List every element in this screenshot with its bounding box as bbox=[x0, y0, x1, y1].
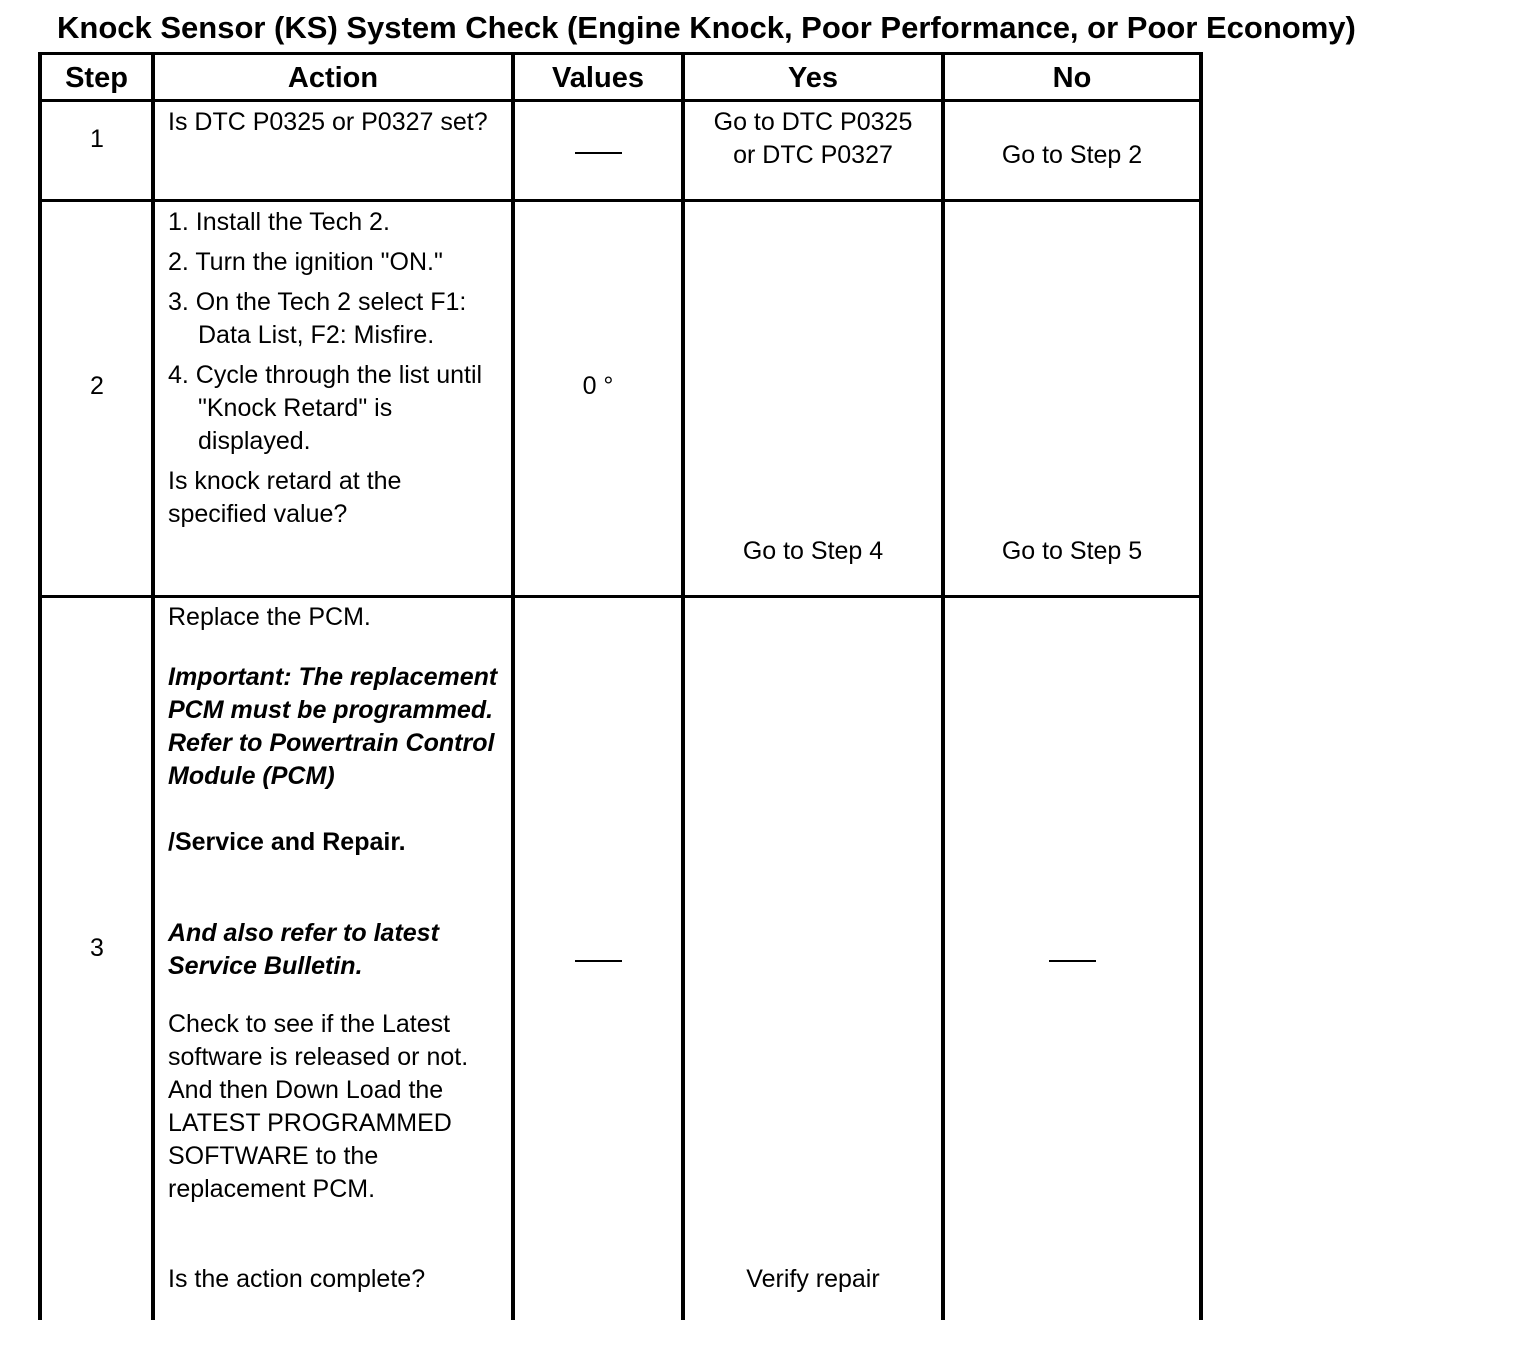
row2-action bbox=[168, 206, 498, 531]
row1-action: Is DTC P0325 or P0327 set? bbox=[168, 108, 488, 136]
row2-yes: Go to Step 4 bbox=[742, 537, 884, 565]
header-yes: Yes bbox=[788, 62, 838, 94]
row-divider-2 bbox=[38, 595, 1203, 598]
row-divider-1 bbox=[38, 199, 1203, 202]
row1-no: Go to Step 2 bbox=[1001, 141, 1143, 169]
table-border-left bbox=[38, 52, 42, 1320]
row3-service-reference: /Service and Repair. bbox=[168, 828, 406, 856]
row1-yes bbox=[685, 106, 941, 172]
column-divider-step bbox=[151, 52, 155, 1320]
table-border-top bbox=[38, 52, 1203, 55]
row2-action-item-3: 3. On the Tech 2 select F1: Data List, F2: Misfire. bbox=[168, 288, 467, 349]
row3-important-note: Important: The replacement PCM must be programmed. Refer to Powertrain Control Module (PCM) bbox=[168, 663, 498, 790]
document-title: Knock Sensor (KS) System Check (Engine Knock, Poor Performance, or Poor Economy) bbox=[57, 10, 1356, 45]
header-step: Step bbox=[65, 62, 128, 94]
row3-bulletin-note: And also refer to latest Service Bulletin. bbox=[168, 919, 439, 980]
row3-yes: Verify repair bbox=[746, 1265, 880, 1293]
row2-no: Go to Step 5 bbox=[1001, 537, 1143, 565]
header-no: No bbox=[1052, 62, 1092, 94]
table-border-right bbox=[1199, 52, 1203, 1320]
row1-yes-line1: Go to DTC P0325 bbox=[713, 108, 913, 136]
row3-action-intro: Replace the PCM. bbox=[168, 603, 371, 631]
row1-values-dash bbox=[575, 152, 622, 154]
header-values: Values bbox=[552, 62, 644, 94]
row1-yes-line2: or DTC P0327 bbox=[733, 141, 893, 169]
row2-values: 0 ° bbox=[582, 372, 614, 400]
row3-step: 3 bbox=[90, 934, 104, 962]
row2-action-item-4: 4. Cycle through the list until "Knock Retard" is displayed. bbox=[168, 361, 483, 455]
row2-step: 2 bbox=[90, 372, 104, 400]
column-divider-action bbox=[511, 52, 515, 1320]
row1-step: 1 bbox=[90, 125, 104, 153]
column-divider-values bbox=[681, 52, 685, 1320]
row3-values-dash bbox=[575, 960, 622, 962]
row3-question: Is the action complete? bbox=[168, 1265, 426, 1293]
header-action: Action bbox=[287, 62, 379, 94]
row3-no-dash bbox=[1049, 960, 1096, 962]
row3-check-text: Check to see if the Latest software is released or not. And then Down Load the LATEST PROGRAMMED SOFTWARE to the replacement PCM. bbox=[168, 1010, 469, 1203]
column-divider-yes bbox=[941, 52, 945, 1320]
row2-action-item-1: 1. Install the Tech 2. bbox=[168, 208, 390, 236]
row2-action-item-2: 2. Turn the ignition "ON." bbox=[168, 248, 443, 276]
row2-question: Is knock retard at the specified value? bbox=[168, 467, 402, 528]
